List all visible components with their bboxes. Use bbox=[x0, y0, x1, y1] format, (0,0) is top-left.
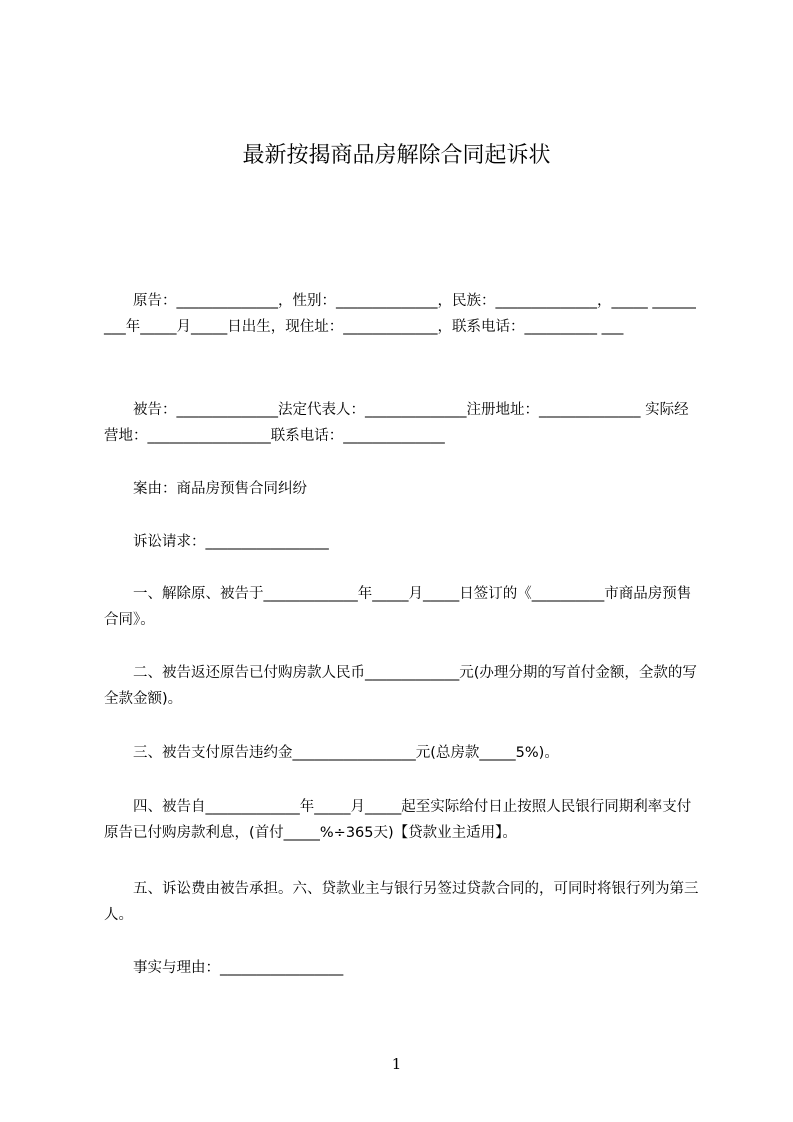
claim-item-4: 四、被告自_____________年_____月_____起至实际给付日止按照人民银行同期利率支付原告已付购房款利息，(首付_____%÷365天)【贷款业主适用】。 bbox=[104, 799, 692, 841]
claim-item-3: 三、被告支付原告违约金_________________元(总房款_____5%)。 bbox=[133, 745, 559, 761]
claim-item-2: 二、被告返还原告已付购房款人民币_____________元(办理分期的写首付金额，全款的写全款金额)。 bbox=[104, 665, 697, 707]
claim-item-5-6: 五、诉讼费由被告承担。六、贷款业主与银行另签过贷款合同的，可同时将银行列为第三人。 bbox=[104, 881, 699, 923]
case-cause: 案由：商品房预售合同纠纷 bbox=[133, 481, 307, 497]
document-title: 最新按揭商品房解除合同起诉状 bbox=[242, 143, 551, 168]
facts-and-reasons: 事实与理由：_________________ bbox=[133, 960, 344, 976]
page-number: 1 bbox=[391, 1055, 402, 1073]
claims-heading: 诉讼请求：_________________ bbox=[133, 534, 329, 550]
claim-item-1: 一、解除原、被告于_____________年_____月_____日签订的《__________市商品房预售合同》。 bbox=[104, 586, 692, 628]
plaintiff-info: 原告：______________，性别：______________，民族：______________，_____ _________年_____月_____日出生，现住址：_____________，联系电话：__________ ___ bbox=[104, 293, 696, 335]
defendant-info: 被告：______________法定代表人：______________注册地址：______________ 实际经营地：_________________联系电话：______________ bbox=[104, 402, 689, 444]
